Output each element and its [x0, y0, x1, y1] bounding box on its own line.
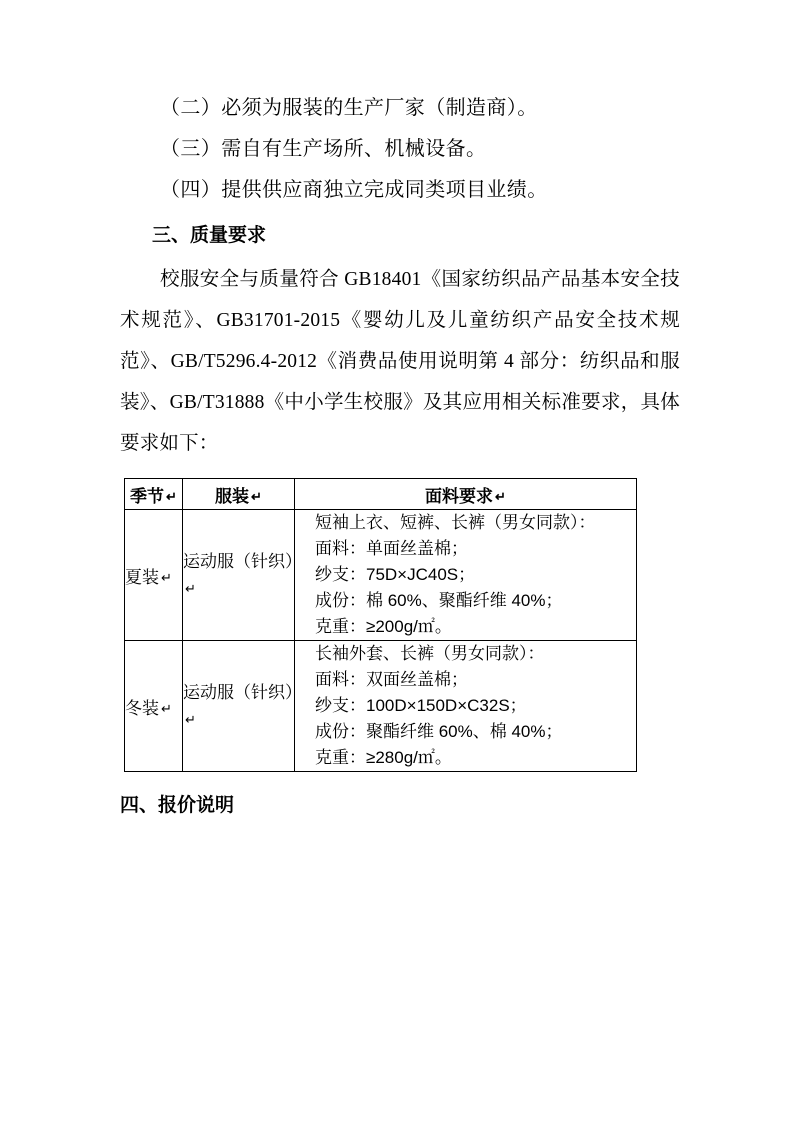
season-label: 夏装: [125, 567, 159, 587]
table-header-fabric: [295, 479, 637, 510]
section-heading-quality: 三、质量要求: [152, 225, 267, 246]
paragraph-item-4: （四）提供供应商独立完成同类项目业绩。: [160, 179, 548, 201]
fabric-line: 克重：≥280g/㎡。: [315, 748, 452, 767]
spec-table: [124, 478, 637, 772]
table-header-row: [125, 479, 637, 510]
pilcrow-icon: ↵: [166, 488, 177, 504]
header-label-season: 季节: [130, 486, 165, 506]
garment-label: 运动服（针织）: [183, 552, 302, 571]
cell-garment-summer: [183, 510, 302, 641]
season-label: 冬装: [125, 698, 159, 718]
fabric-line: 短袖上衣、短裤、长裤（男女同款）：: [315, 513, 596, 532]
garment-label: 运动服（针织）: [183, 683, 302, 702]
pilcrow-icon: ↵: [161, 700, 172, 716]
fabric-line: 克重：≥200g/㎡。: [315, 617, 452, 636]
section-heading-price: 四、报价说明: [120, 795, 235, 816]
pilcrow-icon: ↵: [185, 581, 196, 596]
fabric-line: 成份：聚酯纤维 60%、棉 40%；: [315, 722, 563, 741]
pilcrow-icon: ↵: [251, 488, 262, 504]
paragraph-item-2: （二）必须为服装的生产厂家（制造商）。: [160, 97, 538, 119]
fabric-line: 纱支：75D×JC40S；: [315, 565, 476, 584]
pilcrow-icon: ↵: [161, 569, 172, 585]
cell-fabric-winter: [295, 641, 637, 772]
paragraph-item-3: （三）需自有生产场所、机械设备。: [160, 138, 487, 160]
fabric-line: 纱支：100D×150D×C32S；: [315, 696, 527, 715]
cell-season-summer: [125, 510, 183, 641]
cell-season-winter: [125, 641, 183, 772]
header-label-fabric: 面料要求: [425, 486, 494, 506]
fabric-line: 面料：双面丝盖棉；: [315, 670, 468, 689]
pilcrow-icon: ↵: [495, 488, 506, 504]
table-row: [125, 641, 637, 772]
table-row: [125, 510, 637, 641]
header-label-garment: 服装: [215, 486, 250, 506]
quality-body-text: 校服安全与质量符合 GB18401《国家纺织品产品基本安全技术规范》、GB31701-2015《婴幼儿及儿童纺织产品安全技术规范》、GB/T5296.4-2012《消费品使用说明第 4 部分：纺织品和服装》、GB/T31888《中小学生校服》及其应用相关标准要求，具体要求如下：: [120, 269, 680, 454]
pilcrow-icon: ↵: [185, 712, 196, 727]
cell-fabric-summer: [295, 510, 637, 641]
table-header-garment: [183, 479, 295, 510]
fabric-line: 面料：单面丝盖棉；: [315, 539, 468, 558]
fabric-line: 成份：棉 60%、聚酯纤维 40%；: [315, 591, 563, 610]
table-header-season: [125, 479, 183, 510]
document-body: [120, 88, 680, 826]
cell-garment-winter: [183, 641, 302, 772]
fabric-line: 长袖外套、长裤（男女同款）：: [315, 644, 545, 663]
